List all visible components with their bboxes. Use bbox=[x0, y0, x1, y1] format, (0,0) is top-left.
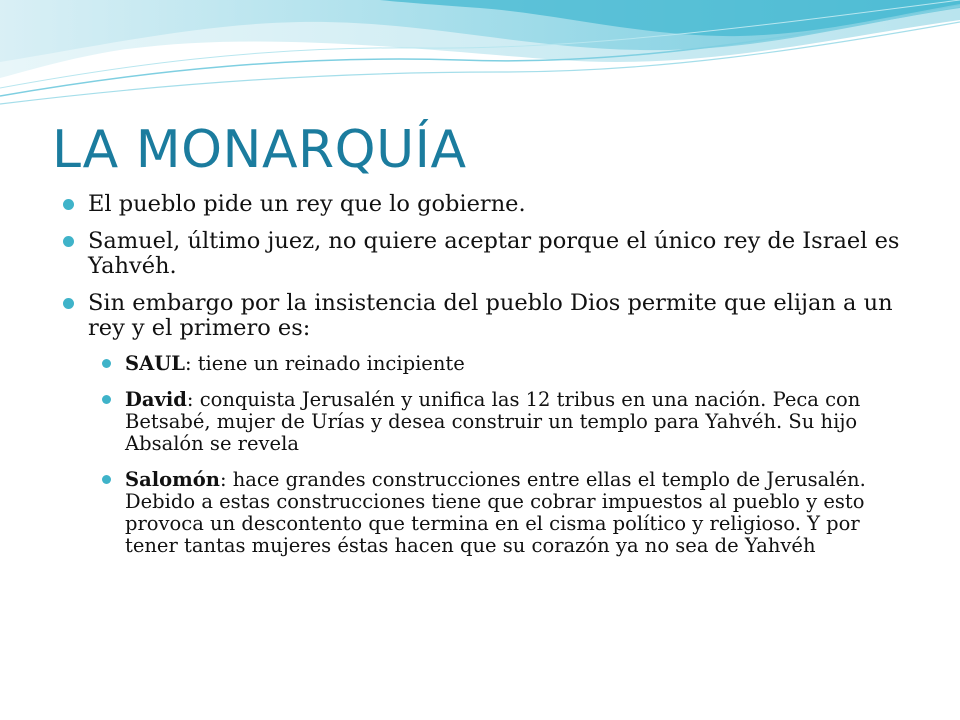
bullet-text: El pueblo pide un rey que lo gobierne. bbox=[88, 191, 526, 217]
sub-bullet-text: : tiene un reinado incipiente bbox=[184, 352, 465, 375]
bullet-list bbox=[62, 192, 912, 557]
sub-bullet-text: : hace grandes construcciones entre ellas el templo de Jerusalén. Debido a estas construcciones tiene que cobrar impuestos al pueblo y esto provoca un descontento que termina en el cisma político y religioso. Y por tener tantas mujeres éstas hacen que su corazón ya no sea de Yahvéh bbox=[125, 468, 866, 557]
sub-bullet-list bbox=[88, 353, 912, 557]
sub-bullet-item bbox=[88, 353, 912, 375]
header-wave-decoration bbox=[0, 0, 960, 120]
slide-title: LA MONARQUÍA bbox=[52, 120, 467, 180]
bullet-text: Samuel, último juez, no quiere aceptar porque el único rey de Israel es Yahvéh. bbox=[88, 228, 900, 279]
sub-bullet-item bbox=[88, 469, 912, 557]
bullet-text: Sin embargo por la insistencia del pueblo Dios permite que elijan a un rey y el primero es: bbox=[88, 290, 893, 341]
king-name: David bbox=[125, 388, 187, 411]
bullet-item bbox=[62, 229, 912, 279]
bullet-item bbox=[62, 192, 912, 217]
king-name: SAUL bbox=[125, 352, 185, 375]
sub-bullet-item bbox=[88, 389, 912, 455]
bullet-item bbox=[62, 291, 912, 557]
sub-bullet-text: : conquista Jerusalén y unifica las 12 tribus en una nación. Peca con Betsabé, mujer de Urías y desea construir un templo para Yahvéh. Su hijo Absalón se revela bbox=[125, 388, 861, 455]
king-name: Salomón bbox=[125, 468, 220, 491]
slide-content bbox=[62, 192, 912, 569]
